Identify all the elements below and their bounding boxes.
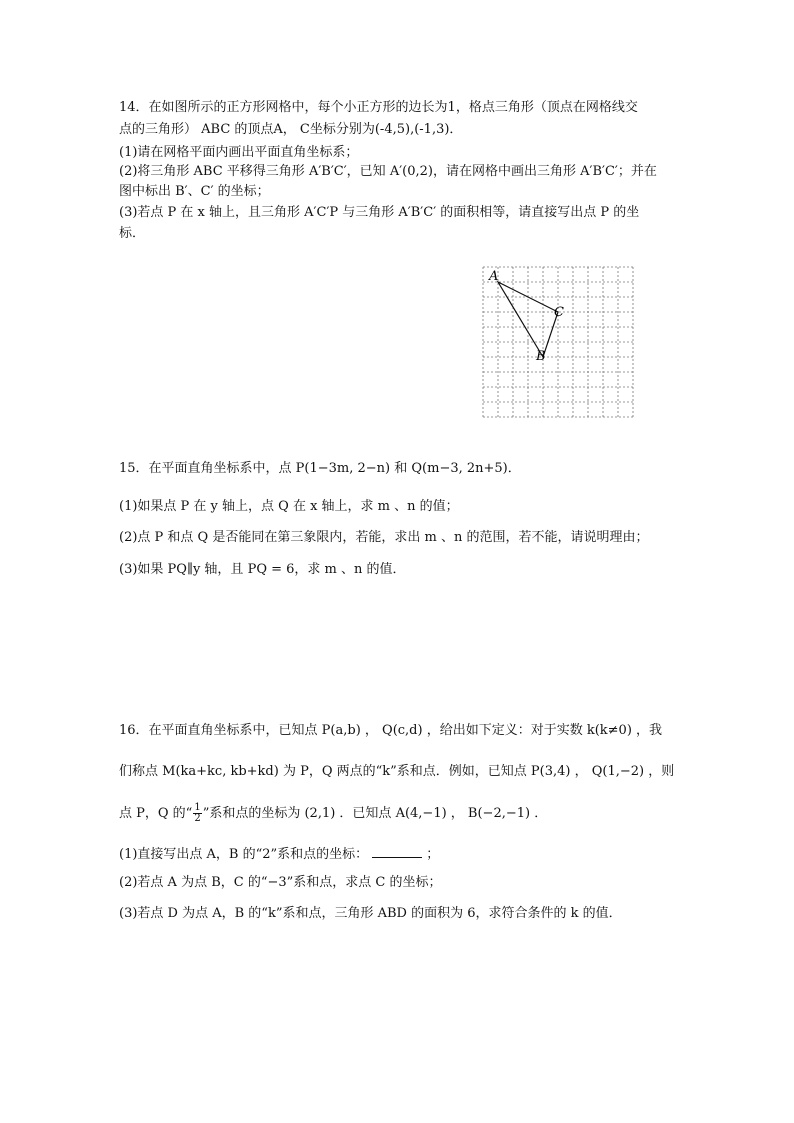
label-a: A bbox=[489, 269, 499, 284]
q15-part2: (2)点 P 和点 Q 是否能同在第三象限内，若能，求出 m 、n 的范围，若不能，请说明理由； bbox=[119, 530, 649, 545]
q16-part1-end: ； bbox=[426, 847, 440, 862]
q16-stem-line3 bbox=[119, 803, 547, 824]
q14-part2: (2)将三角形 ABC 平移得三角形 A′B′C′，已知 A′(0,2)，请在网格中画出三角形 A′B′C′；并在 bbox=[119, 164, 657, 179]
fraction-denominator: 2 bbox=[194, 813, 201, 824]
q16-stem-line1: 16．在平面直角坐标系中，已知点 P(a,b) ， Q(c,d) ，给出如下定义：对于实数 k(k≠0) ，我 bbox=[119, 723, 663, 738]
q14-line2: 点的三角形） ABC 的顶点A， C坐标分别为(-4,5),(-1,3)． bbox=[119, 122, 463, 137]
label-b: B bbox=[536, 349, 546, 364]
grid-lines bbox=[483, 267, 633, 417]
q16-line3-end: ”系和点的坐标为 (2,1) ．已知点 A(4,−1) ， B(−2,−1) ． bbox=[202, 806, 548, 821]
fraction-one-half bbox=[193, 803, 201, 824]
fraction-numerator: 1 bbox=[194, 802, 201, 813]
q15-stem: 15．在平面直角坐标系中，点 P(1−3m, 2−n) 和 Q(m−3, 2n+5)． bbox=[119, 461, 521, 476]
q16-part2: (2)若点 A 为点 B，C 的“−3”系和点，求点 C 的坐标； bbox=[119, 875, 442, 890]
q16-part1-text: (1)直接写出点 A，B 的“2”系和点的坐标： bbox=[119, 847, 369, 862]
q16-part3: (3)若点 D 为点 A，B 的“k”系和点，三角形 ABD 的面积为 6，求符合条件的 k 的值． bbox=[119, 906, 622, 921]
q14-part2-cont: 图中标出 B′、C′ 的坐标； bbox=[119, 184, 270, 199]
q14-part3: (3)若点 P 在 x 轴上，且三角形 A′C′P 与三角形 A′B′C′ 的面积相等，请直接写出点 P 的坐 bbox=[119, 205, 640, 220]
grid-figure bbox=[476, 262, 642, 422]
q16-line3-start: 点 P，Q 的“ bbox=[119, 806, 193, 821]
q14-part3-cont: 标． bbox=[119, 226, 146, 241]
answer-blank[interactable] bbox=[372, 845, 422, 858]
q15-part3: (3)如果 PQ∥y 轴，且 PQ = 6，求 m 、n 的值． bbox=[119, 562, 406, 577]
q15-part1: (1)如果点 P 在 y 轴上，点 Q 在 x 轴上，求 m 、n 的值； bbox=[119, 499, 459, 514]
q14-part1: (1)请在网格平面内画出平面直角坐标系； bbox=[119, 145, 359, 160]
q14-line1: 14．在如图所示的正方形网格中，每个小正方形的边长为1，格点三角形（顶点在网格线交 bbox=[119, 100, 638, 115]
label-c: C bbox=[554, 305, 564, 320]
q16-stem-line2: 们称点 M(ka+kc, kb+kd) 为 P，Q 两点的“k”系和点．例如，已知点 P(3,4) ， Q(1,−2) ，则 bbox=[119, 764, 675, 779]
q16-part1 bbox=[119, 845, 439, 863]
